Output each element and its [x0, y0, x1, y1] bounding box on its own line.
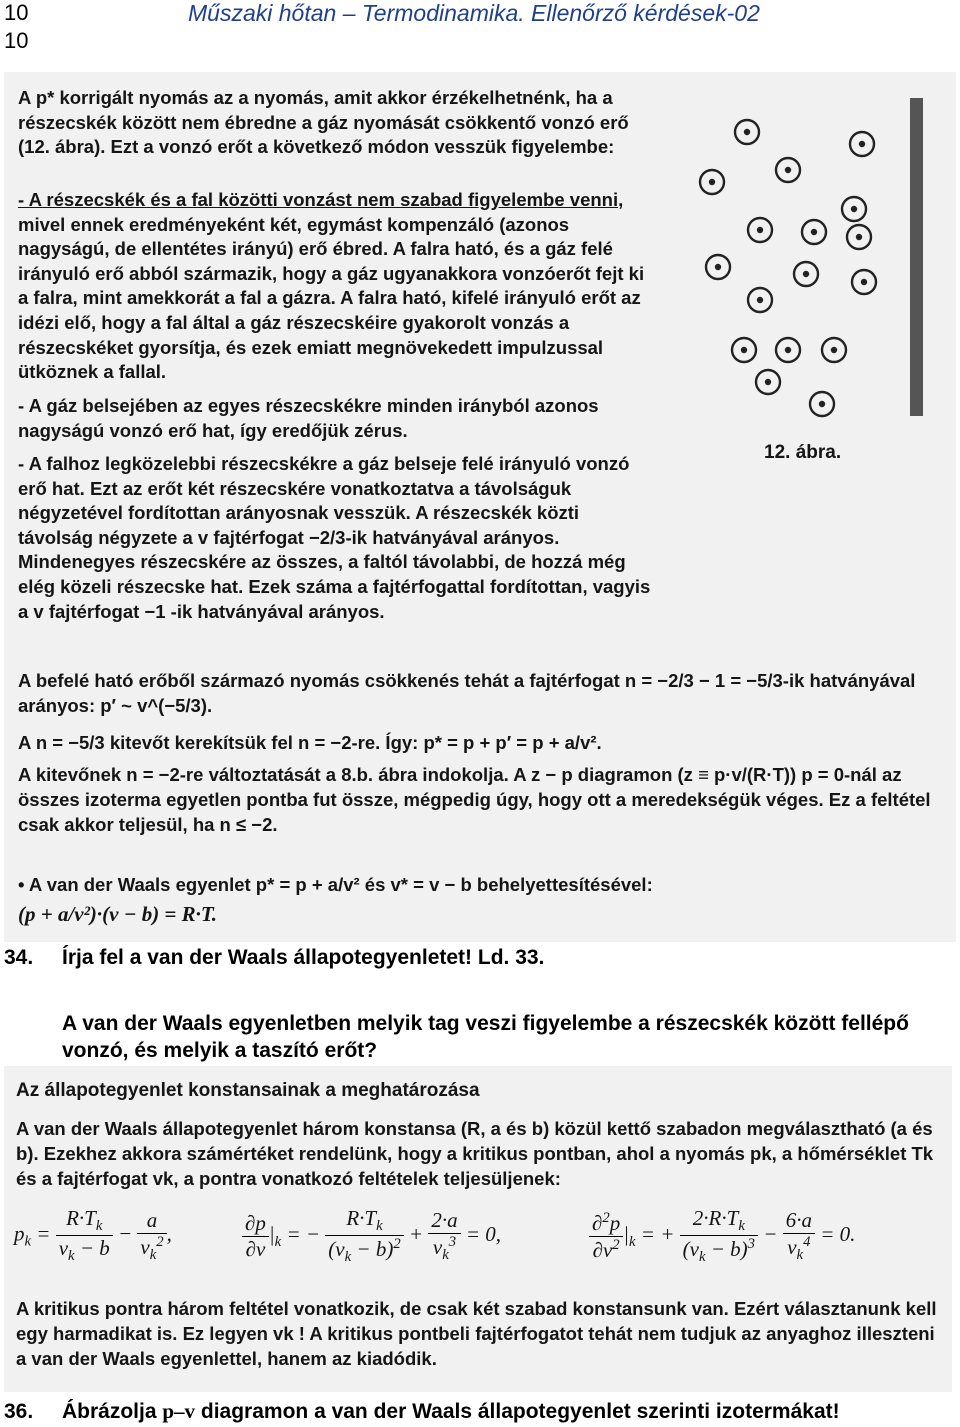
paragraph-nyomas-csokkenes: A befelé ható erőből származó nyomás csökkenés tehát a fajtérfogat n = −2/3 − 1 = −5/3-ik hatványával arányos: p′ ~ v^(−5/3).	[18, 670, 916, 716]
figure-caption: 12. ábra.	[764, 442, 842, 463]
particle-center-dot	[710, 180, 714, 184]
question-text: Írja fel a van der Waals állapotegyenletet! Ld. 33.	[62, 946, 545, 969]
particle-center-dot	[852, 207, 856, 211]
paragraph-kitevo-kerekites: A n = −5/3 kitevőt kerekítsük fel n = −2-re. Így: p* = p + p′ = p + a/v².	[18, 732, 602, 753]
paragraph-konstansok: A van der Waals állapotegyenlet három konstansa (R, a és b) közül kettő szabadon megválasztható (a és b). Ezekhez akkora számértéket rendelünk, hogy a kritikus pontban, ahol a nyomás pk, a hőmérséklet Tk és a fajtérfogat vk, a pontra vonatkozó feltételek teljesüljenek:	[16, 1118, 934, 1189]
particle-center-dot	[716, 265, 720, 269]
particle-center-dot	[786, 168, 790, 172]
page-number-duplicate: 10	[4, 28, 29, 53]
page-title: Műszaki hőtan – Termodinamika. Ellenőrző kérdések-02	[188, 0, 760, 26]
first-derivative-condition: $\frac{\partial p}{\partial v}$ $|_k$ = − $\frac{R\cdot T_k}{(v_k - b)^2}$ + $\frac{2\cdot a}{v_k^3}$ = 0,	[242, 1206, 501, 1266]
question-number: 36.	[4, 1400, 34, 1423]
particle-center-dot	[857, 235, 861, 239]
paragraph-legkozelebbi-reszecskek: - A falhoz legközelebbi részecskékre a gáz belseje felé irányuló vonzó erő hat. Ezt az erőt két részecskére vonatkoztatva a távolságuk négyzetével fordítottan arányosnak vesszük. A részecskék közti távolság négyzete a v fajtérfogat −2/3-ik hatványával arányos. Mindenegyes részecskére az összes, a faltól távolabbi, de hozzá még elég közeli részecske hat. Ezek száma a fajtérfogattal fordítottan, vagyis a v fajtérfogat −1 -ik hatványával arányos.	[18, 453, 651, 622]
question-35	[4, 1010, 954, 1064]
wall-bar	[910, 98, 923, 416]
paragraph-gaz-belseje: - A gáz belsejében az egyes részecskékre minden irányból azonos nagyságú vonzó erő hat, így eredőjük zérus.	[18, 395, 599, 441]
critical-pressure-equation: $p_k$ = $\frac{R\cdot T_k}{v_k - b}$ − $\frac{a}{v_k^2}$ ,	[14, 1206, 172, 1265]
question-text: A van der Waals egyenletben melyik tag veszi figyelembe a részecskék között fellépő vonzó, és melyik a taszító erőt?	[62, 1012, 909, 1062]
paragraph-kitevo-indoklas: A kitevőnek n = −2-re változtatását a 8.b. ábra indokolja. A z − p diagramon (z ≡ p·v/(R·T)) p = 0-nál az összes izoterma egyetlen pontba fut össze, mégpedig úgy, hogy ott a meredekségük véges. Ez a feltétel csak akkor teljesül, ha n ≤ −2.	[18, 764, 931, 835]
particle-center-dot	[812, 230, 816, 234]
particle-center-dot	[820, 402, 824, 406]
particle-figure	[684, 92, 914, 422]
particle-center-dot	[742, 348, 746, 352]
underlined-statement: - A részecskék és a fal közötti vonzást nem szabad figyelembe venni,	[18, 189, 624, 210]
paragraph-fal-vonzas-rest: mivel ennek eredményeként két, egymást kompenzáló (azonos nagyságú, de ellentétes irányú) erő ébred. A falra ható, és a gáz felé irányuló erő abból származik, hogy a gáz ugyanakkora vonzóerőt fejt ki a falra, mint amekkorát a fal a gázra. A falra ható, kifelé irányuló erőt az idézi elő, hogy a fal által a gáz részecskéire gyakorolt vonzás a részecskéket gyorsítja, és ezek emiatt megnövekedett impulzussal ütköznek a fallal.	[18, 213, 645, 383]
question-pv-term: p–v	[162, 1399, 196, 1423]
particle-center-dot	[804, 272, 808, 276]
second-derivative-condition: $\frac{\partial^2p}{\partial v^2}$ $|_k$ = + $\frac{2\cdot R\cdot T_k}{(v_k - b)^3}$ − $\frac{6\cdot a}{v_k^4}$ = 0.	[589, 1206, 855, 1266]
paragraph-kritikus-pont: A kritikus pontra három feltétel vonatkozik, de csak két szabad konstansunk van. Ezért választanunk kell egy harmadikat is. Ez legyen vk ! A kritikus pontbeli fajtérfogatot tehát nem tudjuk az anyaghoz illeszteni a van der Waals egyenlettel, hanem az kiadódik.	[16, 1298, 937, 1369]
particle-center-dot	[766, 380, 770, 384]
particle-center-dot	[832, 348, 836, 352]
scanned-textbook-excerpt-1	[4, 72, 956, 942]
particle-center-dot	[758, 228, 762, 232]
question-text-end: diagramon a van der Waals állapotegyenlet szerinti izotermákat!	[195, 1400, 840, 1423]
section-heading: Az állapotegyenlet konstansainak a meghatározása	[16, 1080, 480, 1101]
question-number	[4, 1010, 62, 1037]
scanned-textbook-excerpt-2	[4, 1066, 952, 1392]
question-text: Ábrázolja	[62, 1400, 163, 1423]
particle-circles	[700, 120, 876, 416]
particle-center-dot	[758, 298, 762, 302]
particle-center-dot	[786, 348, 790, 352]
question-36	[4, 1398, 954, 1425]
paragraph-korrigalt-nyomas: A p* korrigált nyomás az a nyomás, amit akkor érzékelhetnénk, ha a részecskék között nem ébredne a gáz nyomását csökkentő vonzó erő (12. ábra). Ezt a vonzó erőt a következő módon vesszük figyelembe:	[18, 87, 629, 158]
question-number: 34.	[4, 946, 34, 969]
paragraph-behelyettesites: • A van der Waals egyenlet p* = p + a/v² és v* = v − b behelyettesítésével:	[18, 874, 653, 895]
particle-center-dot	[862, 280, 866, 284]
van-der-waals-equation: (p + a/v²)·(v − b) = R·T.	[18, 902, 218, 926]
particle-center-dot	[860, 142, 864, 146]
question-34	[4, 944, 954, 971]
paragraph-fal-vonzas	[18, 188, 658, 385]
page-number: 10	[4, 0, 29, 25]
particle-center-dot	[745, 130, 749, 134]
